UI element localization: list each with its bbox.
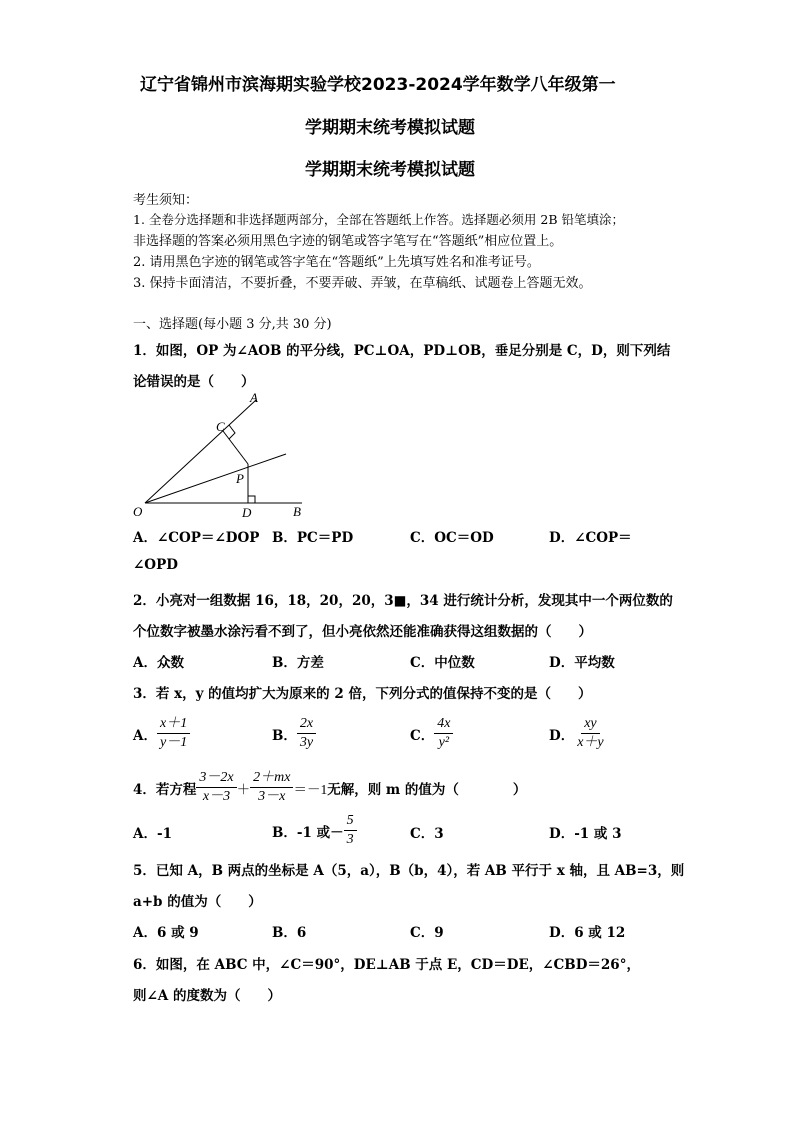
q3-option-c-label: C．	[410, 727, 435, 744]
notice-item-3: 3. 保持卡面清洁，不要折叠，不要弄破、弄皱，在草稿纸、试题卷上答题无效。	[133, 276, 592, 291]
denominator: y²	[438, 735, 450, 750]
title-line-3: 学期期末统考模拟试题	[305, 160, 475, 180]
ray-op	[145, 454, 286, 503]
q3-option-b-fraction	[297, 716, 316, 751]
q5-option-a: A．6 或 9	[133, 925, 199, 941]
label-b: B	[293, 504, 301, 519]
right-angle-d	[248, 496, 255, 503]
notice-item-1b: 非选择题的答案必须用黑色字迹的钢笔或答字笔写在“答题纸”相应位置上。	[133, 234, 563, 249]
denominator: 3	[346, 832, 354, 847]
q4-option-b	[272, 813, 357, 848]
title-line-1: 辽宁省锦州市滨海期实验学校2023-2024学年数学八年级第一	[140, 75, 616, 95]
q3-option-c-fraction	[434, 716, 453, 751]
q4-fraction-1	[196, 770, 236, 805]
notice-item-1a: 1. 全卷分选择题和非选择题两部分，全部在答题纸上作答。选择题必须用 2B 铅笔填涂；	[133, 212, 624, 227]
q5-option-c: C．9	[410, 925, 444, 941]
q3-stem: 3．若 x，y 的值均扩大为原来的 2 倍，下列分式的值保持不变的是（ ）	[133, 686, 592, 702]
denominator: y－1	[159, 735, 188, 750]
numerator: 3－2x	[196, 770, 236, 788]
q4-option-a: A．-1	[133, 826, 172, 842]
q2-option-a: A．众数	[133, 655, 184, 671]
q5-option-b: B．6	[272, 925, 307, 941]
q3-option-d-label: D．	[549, 727, 575, 744]
q4-option-b-fraction	[344, 813, 357, 848]
q2-option-b: B．方差	[272, 655, 324, 671]
q6-stem-line-1: 6．如图，在 ABC 中，∠C＝90°，DE⊥AB 于点 E，CD＝DE，∠CBD＝26°，	[133, 957, 640, 973]
q4-fraction-2	[250, 770, 293, 805]
q3-option-b-label: B．	[272, 727, 297, 744]
q4-stem-pre: 4．若方程	[133, 781, 197, 798]
segment-pc	[223, 431, 248, 464]
q4-stem	[133, 770, 526, 805]
q3-option-d	[549, 716, 607, 751]
title-line-2: 学期期末统考模拟试题	[305, 118, 475, 138]
q1-option-c: C．OC＝OD	[410, 530, 494, 546]
q5-stem-line-2: a+b 的值为（ ）	[133, 894, 262, 910]
q1-stem-line-1: 1．如图，OP 为∠AOB 的平分线，PC⊥OA，PD⊥OB，垂足分别是 C，D，则下列结	[133, 343, 671, 359]
q3-option-a-fraction	[157, 716, 190, 751]
q1-stem-line-2: 论错误的是（ ）	[133, 374, 255, 390]
q1-option-d-cont: ∠OPD	[133, 557, 178, 573]
numerator: 2x	[297, 716, 316, 734]
q4-option-c: C．3	[410, 826, 444, 842]
label-p: P	[236, 471, 244, 486]
q6-stem-line-2: 则∠A 的度数为（ ）	[133, 988, 281, 1004]
q4-plus: ＋	[236, 781, 251, 797]
numerator: 4x	[434, 716, 453, 734]
label-d: D	[242, 505, 252, 520]
numerator: 5	[344, 813, 357, 831]
denominator: x＋y	[577, 735, 604, 750]
q3-option-a	[133, 716, 190, 751]
q3-option-c	[410, 716, 453, 751]
q4-option-b-label: B．-1 或－	[272, 824, 344, 841]
q3-option-a-label: A．	[133, 727, 157, 744]
section-heading: 一、选择题(每小题 3 分,共 30 分)	[133, 317, 332, 332]
q2-option-d: D．平均数	[549, 655, 615, 671]
q2-stem-line-2: 个位数字被墨水涂污看不到了，但小亮依然还能准确获得这组数据的（ ）	[133, 624, 592, 640]
q1-option-d: D．∠COP＝	[549, 530, 632, 546]
notice-heading: 考生须知：	[133, 193, 199, 208]
q4-equals: ＝－1	[293, 781, 328, 797]
denominator: x－3	[202, 789, 231, 804]
q2-stem-line-1: 2．小亮对一组数据 16，18，20，20，3■，34 进行统计分析，发现其中一个两位数的	[133, 593, 673, 609]
label-o: O	[133, 504, 143, 519]
numerator: x＋1	[157, 716, 190, 734]
right-angle-c	[229, 425, 235, 439]
denominator: 3－x	[258, 789, 286, 804]
q4-option-d: D．-1 或 3	[549, 826, 622, 842]
label-c: C	[216, 419, 225, 434]
q1-figure	[128, 388, 318, 520]
numerator: xy	[581, 716, 599, 734]
q1-option-b: B．PC＝PD	[272, 530, 354, 546]
q1-option-a: A．∠COP＝∠DOP	[133, 530, 260, 546]
label-a: A	[250, 390, 258, 405]
denominator: 3y	[299, 735, 314, 750]
q3-option-d-fraction	[574, 716, 606, 751]
ray-oa	[145, 400, 256, 503]
q5-option-d: D．6 或 12	[549, 925, 626, 941]
notice-item-2: 2. 请用黑色字迹的钢笔或答字笔在“答题纸”上先填写姓名和准考证号。	[133, 255, 540, 270]
numerator: 2＋mx	[250, 770, 293, 788]
q3-option-b	[272, 716, 316, 751]
q2-option-c: C．中位数	[410, 655, 475, 671]
q4-stem-post: 无解，则 m 的值为（ ）	[327, 781, 527, 798]
q5-stem-line-1: 5．已知 A，B 两点的坐标是 A（5，a），B（b，4），若 AB 平行于 x 轴，且 AB=3，则	[133, 863, 685, 879]
